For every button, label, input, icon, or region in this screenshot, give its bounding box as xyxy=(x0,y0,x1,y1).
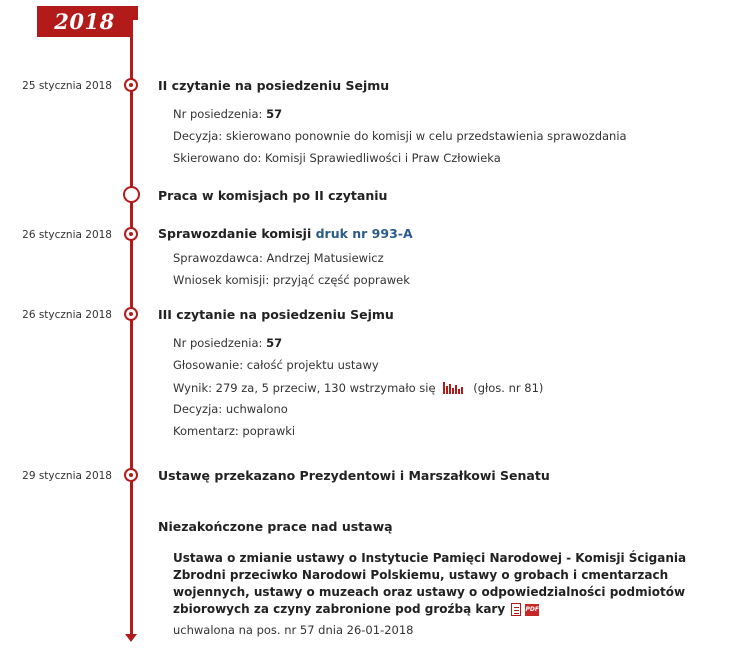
year-badge: 2018 xyxy=(37,6,132,37)
timeline-dot xyxy=(124,227,138,241)
decision-text: Decyzja: uchwalono xyxy=(173,402,288,416)
unfinished-title: Niezakończone prace nad ustawą xyxy=(158,519,393,534)
vote-result xyxy=(173,380,543,395)
session-number-value: 57 xyxy=(266,107,283,121)
session-number-value: 57 xyxy=(266,336,283,350)
druk-link[interactable]: druk nr 993-A xyxy=(315,226,413,241)
vote-number-link[interactable]: (głos. nr 81) xyxy=(473,381,544,395)
law-title-text[interactable]: Ustawa o zmianie ustawy o Instytucie Pamięci Narodowej - Komisji Ścigania Zbrodni przeciwko Narodowi Polskiemu, ustawy o grobach i cmentarzach wojennych, ustawy o muzeach oraz ustawy o odpowiedzialności podmiotów zbiorowych za czyny zabronione pod groźbą kary xyxy=(173,551,687,616)
vote-result-text: Wynik: 279 za, 5 przeciw, 130 wstrzymało się xyxy=(173,381,436,395)
law-status: uchwalona na pos. nr 57 dnia 26-01-2018 xyxy=(173,623,414,637)
event-date: 26 stycznia 2018 xyxy=(22,309,112,321)
event-date: 25 stycznia 2018 xyxy=(22,80,112,92)
event-date: 29 stycznia 2018 xyxy=(22,470,112,482)
report-title-prefix: Sprawozdanie komisji xyxy=(158,226,316,241)
event-title xyxy=(158,226,413,241)
committee-motion-text: Wniosek komisji: przyjąć część poprawek xyxy=(173,273,410,287)
comment-text: Komentarz: poprawki xyxy=(173,424,296,438)
timeline-dot xyxy=(124,78,138,92)
timeline-arrow xyxy=(125,634,137,642)
event-title: Praca w komisjach po II czytaniu xyxy=(158,188,388,203)
event-title: Ustawę przekazano Prezydentowi i Marszałkowi Senatu xyxy=(158,468,550,483)
event-title: II czytanie na posiedzeniu Sejmu xyxy=(158,78,390,93)
referred-to-text: Skierowano do: Komisji Sprawiedliwości i Praw Człowieka xyxy=(173,151,501,165)
timeline-dot xyxy=(123,186,140,203)
vote-chart-icon[interactable] xyxy=(442,380,466,394)
document-icon[interactable] xyxy=(511,603,521,616)
timeline-axis xyxy=(130,10,133,638)
timeline-dot xyxy=(124,468,138,482)
law-title xyxy=(173,550,713,618)
event-date: 26 stycznia 2018 xyxy=(22,229,112,241)
session-number-label: Nr posiedzenia: xyxy=(173,336,267,350)
session-number xyxy=(173,107,282,121)
event-title: III czytanie na posiedzeniu Sejmu xyxy=(158,307,394,322)
session-number-label: Nr posiedzenia: xyxy=(173,107,267,121)
rapporteur-text: Sprawozdawca: Andrzej Matusiewicz xyxy=(173,251,384,265)
session-number xyxy=(173,336,282,350)
decision-text: Decyzja: skierowano ponownie do komisji w celu przedstawienia sprawozdania xyxy=(173,129,627,143)
timeline-dot xyxy=(124,307,138,321)
voting-text: Głosowanie: całość projektu ustawy xyxy=(173,358,379,372)
pdf-icon[interactable]: PDF xyxy=(525,604,539,616)
